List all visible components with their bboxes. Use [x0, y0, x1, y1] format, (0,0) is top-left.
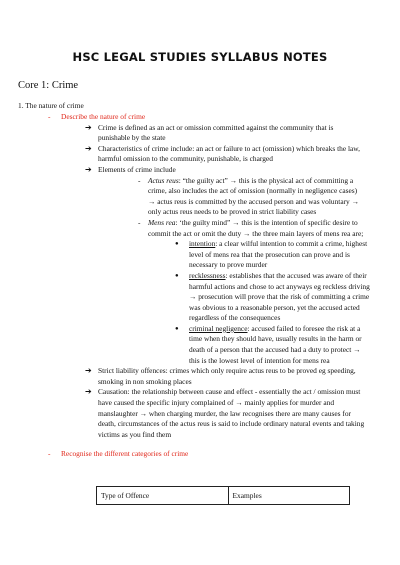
dash-marker: -: [48, 449, 51, 459]
bullet-crime-elements: [85, 164, 366, 176]
bullet-crime-characteristics: [85, 143, 366, 165]
item-recklessness: [175, 270, 371, 324]
bullet-causation: [85, 387, 366, 440]
subheading-text: Describe the nature of crime: [61, 112, 146, 121]
column-header-type: Type of Offence: [97, 487, 229, 505]
item-text: : a clear wilful intention to commit a crime, highest level of mens rea that the prosecution can prove and is necessary to prove murder: [189, 239, 368, 270]
bullet-icon: ●: [175, 241, 179, 248]
dash-marker: -: [138, 217, 141, 227]
subheading-categories-of-crime: [48, 449, 361, 460]
bullet-text: Crime is defined as an act or omission committed against the community that is punishable by the state: [98, 122, 334, 143]
term-actus-reus: Actus reus: [148, 175, 179, 185]
dash-marker: -: [138, 175, 141, 185]
bullet-icon: ●: [175, 272, 179, 279]
section-heading: 1. The nature of crime: [18, 101, 84, 110]
arrow-bullet-icon: ➔: [85, 122, 92, 132]
bullet-text: Elements of crime include: [98, 164, 176, 174]
item-criminal-negligence: [175, 323, 371, 366]
bullet-text: Causation: the relationship between cause and effect - essentially the act / omission must have caused the specific injury complained of → mainly applies for murder and manslaughter → when charging murder, the law recognises there are many causes for death, circumstances of the actus reus is said to include ordinary natural events and taking victims as you find them: [98, 387, 365, 439]
item-text: : accused failed to foresee the risk at a time when they should have, usually results in the harm or death of a person that the accused had a duty to protect → this is the lowest level of intention for mens rea: [189, 323, 362, 365]
bullet-text: Strict liability offences: crimes which only require actus reus to be proved eg speeding, smoking in non smoking places: [98, 366, 356, 386]
item-text: : ‘the guilty mind” → this is the intention of specific desire to commit the act or omit the duty → the three main layers of mens rea are;: [148, 217, 364, 238]
term-mens-rea: Mens rea: [148, 217, 176, 227]
term-criminal-negligence: criminal negligence: [189, 323, 248, 333]
table-header-row: [97, 487, 350, 505]
bullet-crime-definition: [85, 122, 366, 144]
term-recklessness: recklessness: [189, 270, 226, 280]
arrow-bullet-icon: ➔: [85, 387, 92, 397]
dash-marker: -: [48, 112, 51, 121]
arrow-bullet-icon: ➔: [85, 143, 92, 153]
bullet-text: Characteristics of crime include: an act or failure to act (omission) which breaks the law, harmful omission to the community, punishable, is charged: [98, 143, 360, 164]
bullet-strict-liability: [85, 366, 366, 387]
item-intention: [175, 239, 371, 271]
bullet-icon: ●: [175, 325, 179, 332]
arrow-bullet-icon: ➔: [85, 366, 92, 376]
offence-table: [96, 486, 350, 505]
subheading-describe-nature: [48, 112, 361, 123]
column-header-examples: Examples: [228, 487, 349, 505]
item-text: : “the guilty act” → this is the physical act of committing a crime, also includes the act of omission (normally in negligence cases) → actus reus is committed by the accused person and was voluntary → only actus reus needs to be proved in strict liability cases: [148, 175, 359, 217]
item-mens-rea: [138, 217, 366, 239]
term-intention: intention: [189, 239, 216, 249]
item-text: : establishes that the accused was aware of their harmful actions and chose to act anyways eg reckless driving → prosecution will prove that the risk of committing a crime was obvious to a reasonable person, yet the accused acted regardless of the consequences: [189, 270, 370, 323]
arrow-bullet-icon: ➔: [85, 164, 92, 174]
page-title: HSC LEGAL STUDIES SYLLABUS NOTES: [72, 50, 328, 64]
item-actus-reus: [138, 175, 366, 218]
core-heading: Core 1: Crime: [18, 80, 79, 91]
notes-body: [0, 112, 400, 460]
subheading-text: Recognise the different categories of crime: [61, 449, 189, 459]
